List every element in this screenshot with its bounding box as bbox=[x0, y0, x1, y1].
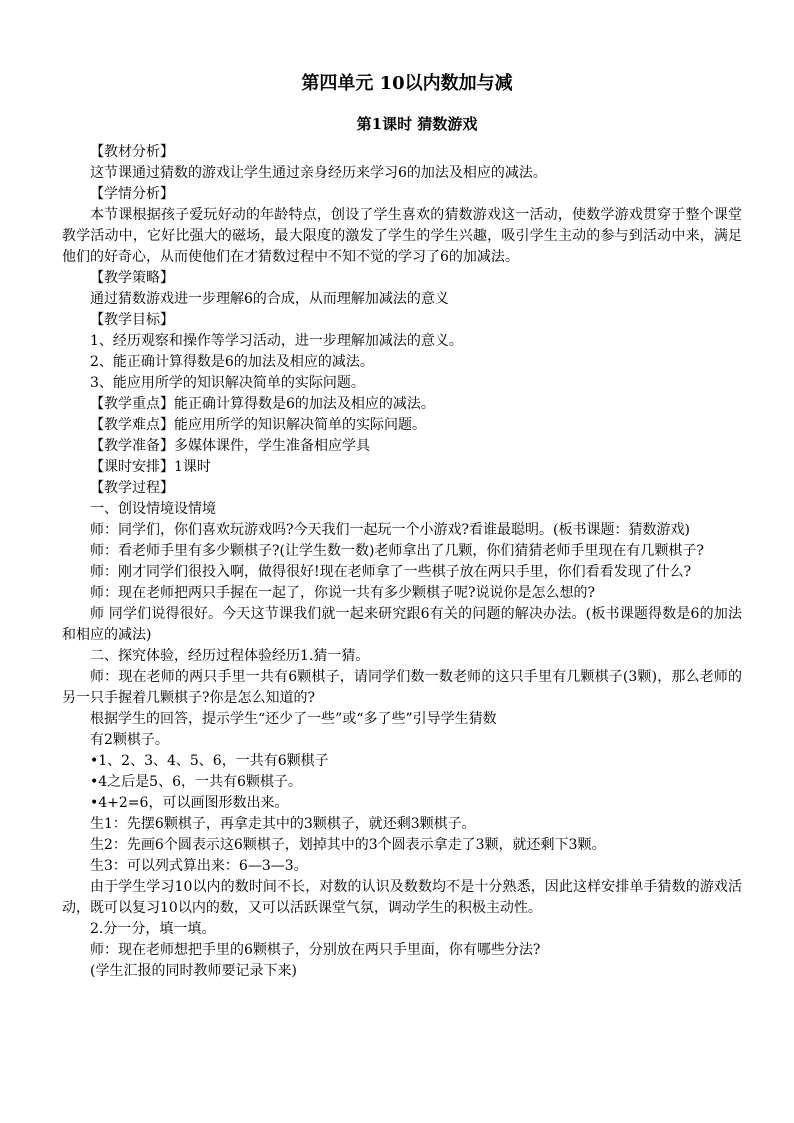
paragraph: 由于学生学习10以内的数时间不长，对数的认识及数数均不是十分熟悉，因此这样安排单手猜数的游戏活动，既可以复习10以内的数，又可以活跃课堂气氛，调动学生的积极主动性。 bbox=[62, 879, 742, 916]
paragraph: 这节课通过猜数的游戏让学生通过亲身经历来学习6的加法及相应的减法。 bbox=[90, 165, 547, 181]
paragraph: (学生汇报的同时教师要记录下来) bbox=[90, 963, 297, 979]
heading-learner-analysis: 【学情分析】 bbox=[90, 186, 174, 202]
paragraph: 师：看老师手里有多少颗棋子?(让学生数一数)老师拿出了几颗，你们猜猜老师手里现在有几颗棋子? bbox=[90, 543, 704, 559]
section-heading: 2.分一分，填一填。 bbox=[90, 921, 216, 937]
section-heading: 二、探究体验，经历过程体验经历1.猜一猜。 bbox=[90, 648, 370, 664]
class-schedule: 【课时安排】1课时 bbox=[90, 459, 211, 475]
goal-item: 3、能应用所学的知识解决简单的实际问题。 bbox=[90, 375, 365, 391]
list-item: •4之后是5、6，一共有6颗棋子。 bbox=[90, 774, 302, 790]
paragraph: 有2颗棋子。 bbox=[90, 732, 169, 748]
teaching-difficulty: 【教学难点】能应用所学的知识解决简单的实际问题。 bbox=[90, 417, 426, 433]
paragraph: 师：同学们，你们喜欢玩游戏吗?今天我们一起玩一个小游戏?看谁最聪明。(板书课题：猜数游戏) bbox=[90, 522, 690, 538]
paragraph: 根据学生的回答，提示学生“还少了一些”或“多了些”引导学生猜数 bbox=[90, 711, 497, 727]
paragraph: 师：刚才同学们很投入啊，做得很好!现在老师拿了一些棋子放在两只手里，你们看看发现了什么? bbox=[90, 564, 692, 580]
document-page bbox=[62, 72, 742, 982]
paragraph: 师：现在老师把两只手握在一起了，你说一共有多少颗棋子呢?说说你是怎么想的? bbox=[90, 585, 596, 601]
section-heading: 一、创设情境设情境 bbox=[90, 501, 216, 517]
paragraph: 生1：先摆6颗棋子，再拿走其中的3颗棋子，就还剩3颗棋子。 bbox=[90, 816, 476, 832]
heading-teaching-strategy: 【教学策略】 bbox=[90, 270, 174, 286]
lesson-title: 第1课时 猜数游戏 bbox=[356, 115, 478, 133]
heading-teaching-process: 【教学过程】 bbox=[90, 480, 174, 496]
paragraph: 师：现在老师想把手里的6颗棋子，分别放在两只手里面，你有哪些分法? bbox=[90, 942, 541, 958]
goal-item: 1、经历观察和操作等学习活动，进一步理解加减法的意义。 bbox=[90, 333, 463, 349]
paragraph: 生2：先画6个圆表示这6颗棋子，划掉其中的3个圆表示拿走了3颗，就还剩下3颗。 bbox=[90, 837, 606, 853]
unit-title: 第四单元 10以内数加与减 bbox=[301, 73, 513, 94]
paragraph: 通过猜数游戏进一步理解6的合成，从而理解加减法的意义 bbox=[90, 291, 449, 307]
heading-teaching-goals: 【教学目标】 bbox=[90, 312, 174, 328]
paragraph: 本节课根据孩子爱玩好动的年龄特点，创设了学生喜欢的猜数游戏这一活动，使数学游戏贯穿于整个课堂教学活动中，它好比强大的磁场，最大限度的激发了学生的学生兴趣，吸引学生主动的参与到活动中来，满足他们的好奇心，从而使他们在才猜数过程中不知不觉的学习了6的加减法。 bbox=[62, 207, 742, 265]
list-item: •4+2=6，可以画图形数出来。 bbox=[90, 795, 289, 811]
teaching-preparation: 【教学准备】多媒体课件，学生准备相应学具 bbox=[90, 438, 370, 454]
teaching-key-point: 【教学重点】能正确计算得数是6的加法及相应的减法。 bbox=[90, 396, 435, 412]
heading-material-analysis: 【教材分析】 bbox=[90, 144, 174, 160]
paragraph: 师：现在老师的两只手里一共有6颗棋子，请同学们数一数老师的这只手里有几颗棋子(3颗)，那么老师的另一只手握着几颗棋子?你是怎么知道的? bbox=[62, 669, 742, 706]
goal-item: 2、能正确计算得数是6的加法及相应的减法。 bbox=[90, 354, 374, 370]
paragraph: 生3：可以列式算出来：6—3—3。 bbox=[90, 858, 308, 874]
paragraph: 师 同学们说得很好。今天这节课我们就一起来研究跟6有关的问题的解决办法。(板书课题得数是6的加法和相应的减法) bbox=[62, 606, 742, 643]
list-item: •1、2、3、4、5、6，一共有6颗棋子 bbox=[90, 753, 329, 769]
